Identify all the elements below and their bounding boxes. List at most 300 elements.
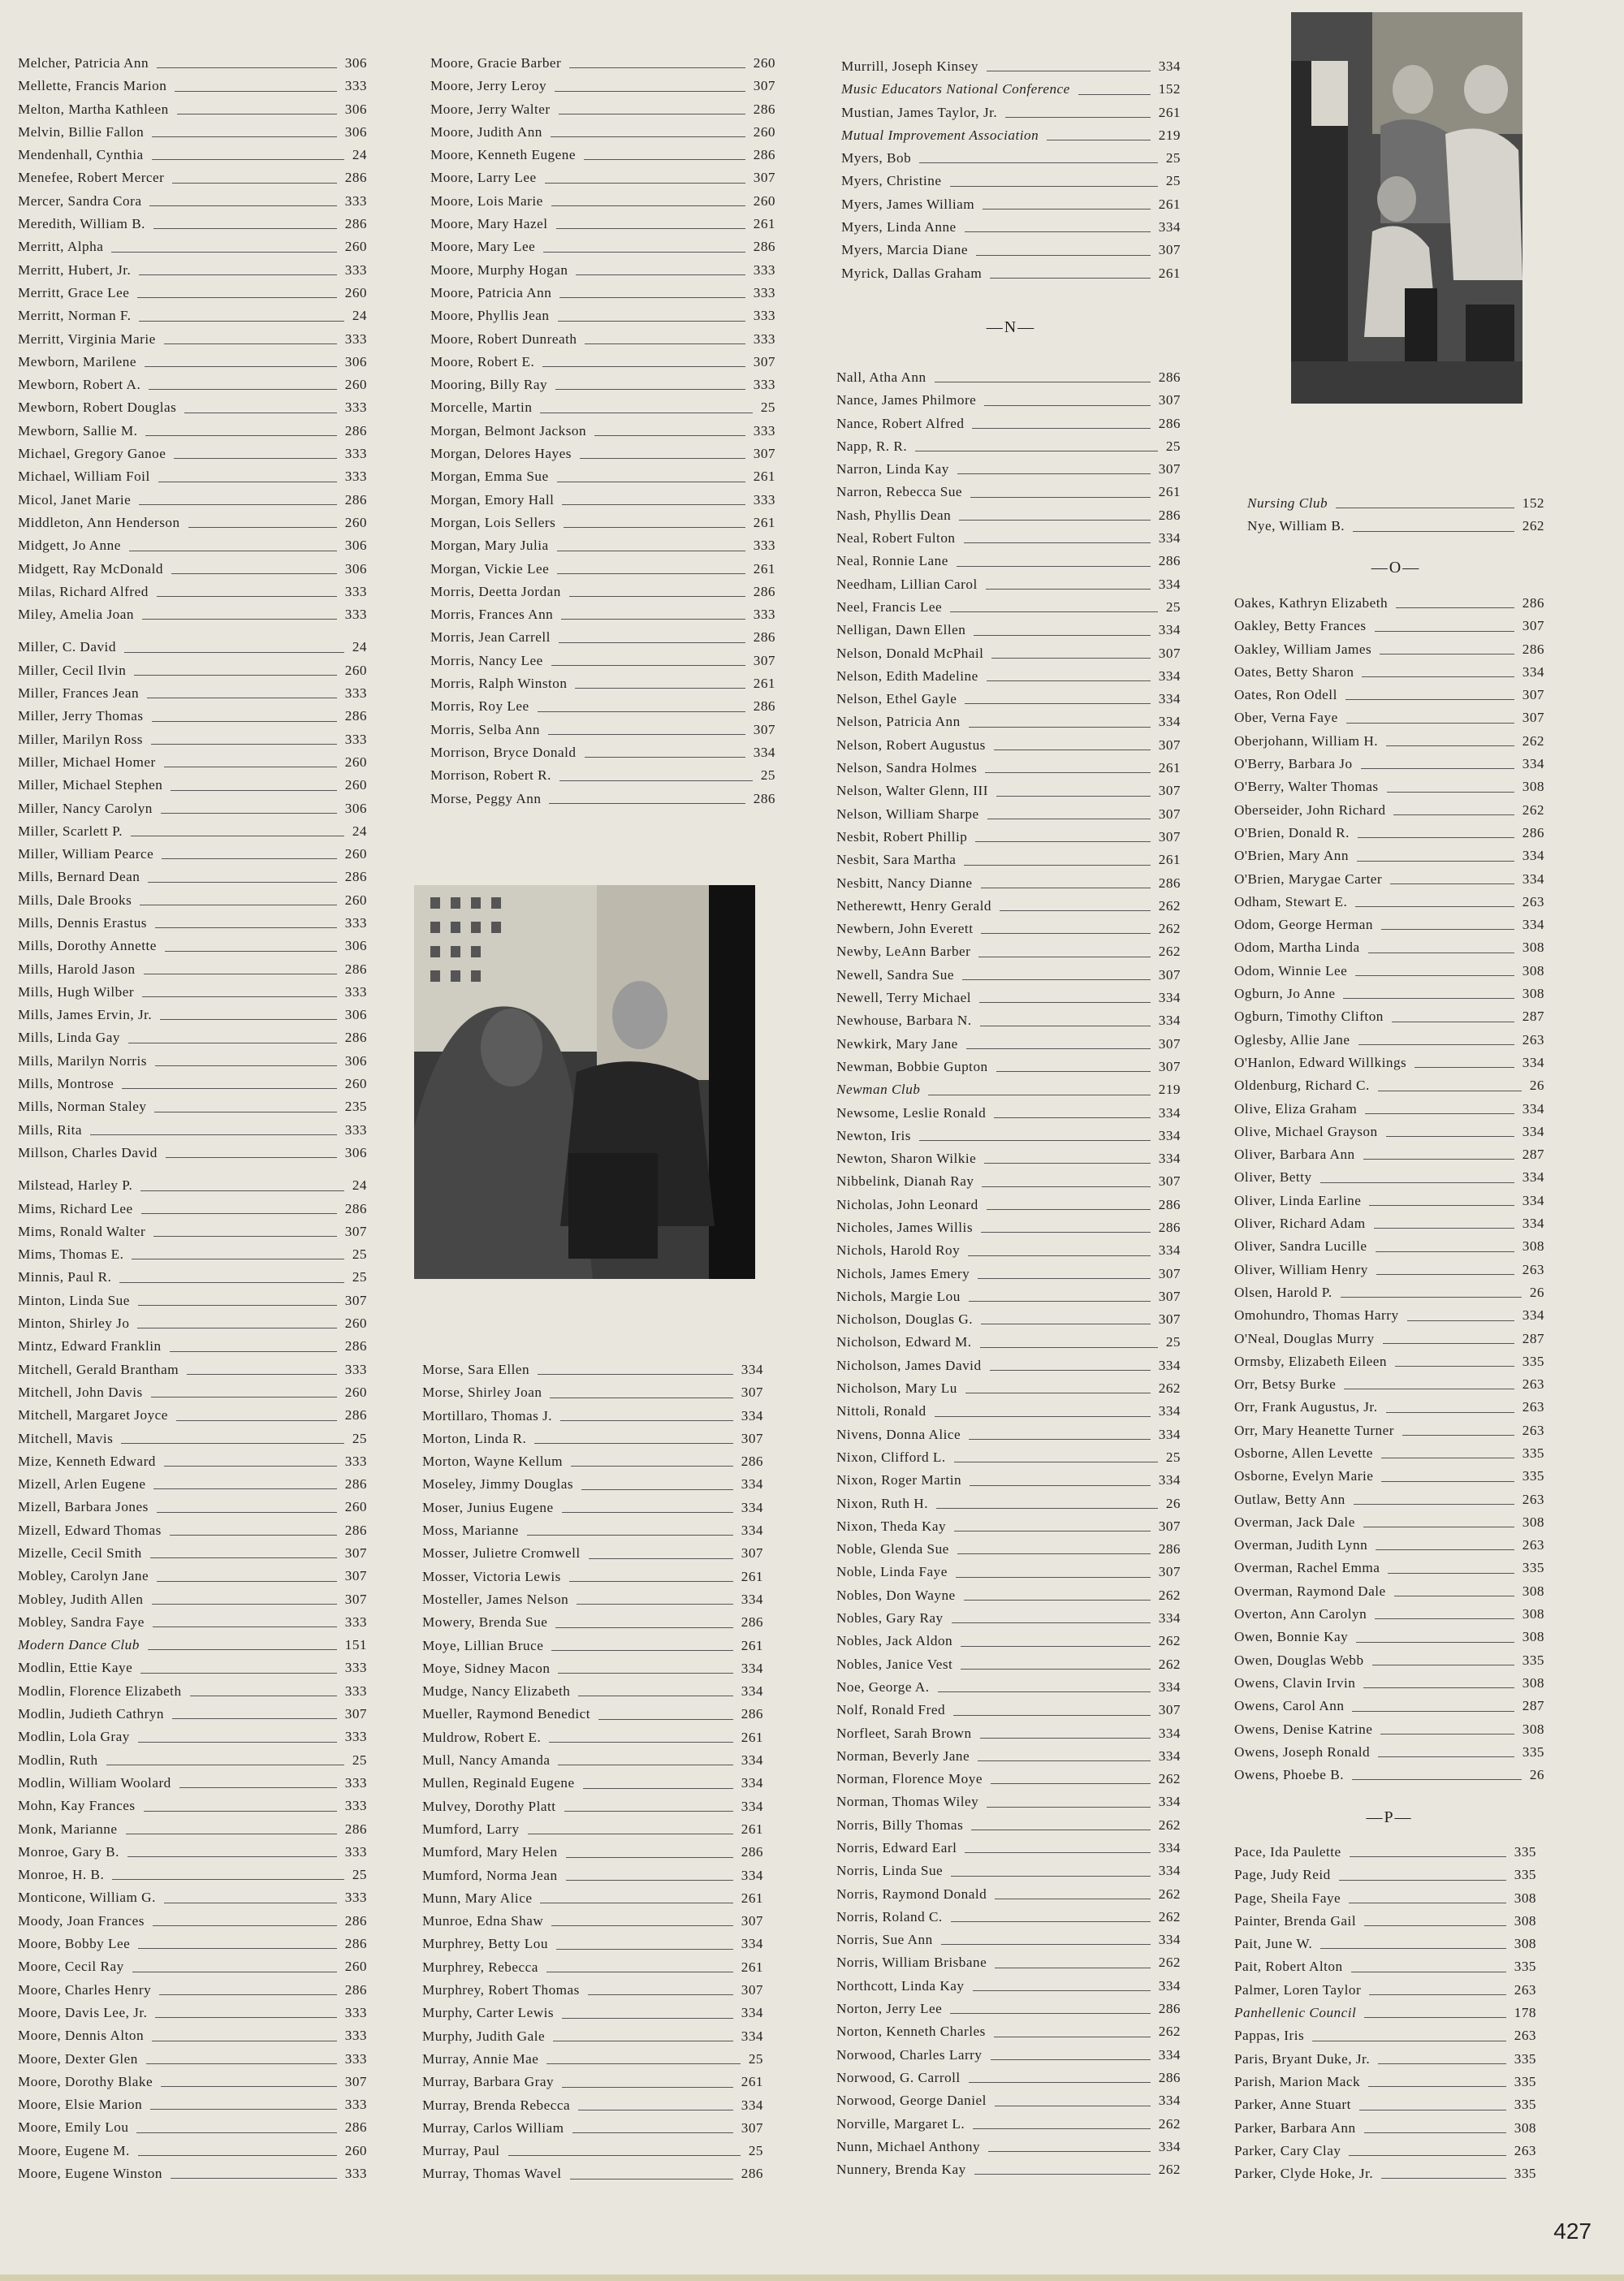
leader-line [564, 1811, 733, 1812]
entry-page: 286 [344, 1200, 367, 1216]
index-entry [430, 235, 775, 258]
entry-page: 334 [1158, 990, 1181, 1006]
index-entry [18, 1726, 367, 1748]
entry-name: Merritt, Alpha [18, 239, 104, 255]
entry-page: 333 [344, 731, 367, 747]
entry-page: 334 [1158, 622, 1181, 638]
index-entry [1234, 1718, 1544, 1741]
index-entry [836, 458, 1181, 481]
entry-page: 307 [1158, 1518, 1181, 1534]
index-entry [422, 1818, 763, 1841]
leader-line [151, 1397, 337, 1398]
entry-page: 307 [753, 721, 775, 737]
entry-name: Olive, Michael Grayson [1234, 1123, 1378, 1139]
entry-page: 25 [760, 767, 775, 784]
entry-name: Noble, Linda Faye [836, 1564, 948, 1580]
entry-name: Minton, Linda Sue [18, 1292, 130, 1308]
entry-page: 261 [753, 560, 775, 577]
entry-page: 286 [1158, 1196, 1181, 1212]
entry-page: 263 [1522, 1261, 1544, 1277]
leader-line [138, 1305, 337, 1306]
leader-line [542, 366, 745, 367]
entry-page: 25 [352, 1430, 367, 1446]
entry-name: Moore, Kenneth Eugene [430, 147, 576, 163]
entry-name: Painter, Brenda Gail [1234, 1912, 1357, 1929]
entry-name: Oates, Betty Sharon [1234, 663, 1354, 680]
entry-name: Minnis, Paul R. [18, 1269, 112, 1285]
entry-name: Norris, William Brisbane [836, 1955, 987, 1971]
entry-name: Newsome, Leslie Ronald [836, 1104, 987, 1121]
leader-line [976, 255, 1151, 256]
entry-page: 333 [344, 983, 367, 1000]
entry-page: 260 [753, 123, 775, 140]
entry-name: Mumford, Larry [422, 1821, 520, 1837]
entry-page: 262 [1522, 801, 1544, 818]
entry-name: Melvin, Billie Fallon [18, 123, 145, 140]
entry-page: 307 [1522, 710, 1544, 726]
entry-name: Myers, James William [841, 196, 975, 212]
entry-name: Page, Sheila Faye [1234, 1890, 1341, 1906]
leader-line [172, 183, 336, 184]
index-entry [430, 166, 775, 189]
index-entry [18, 1142, 367, 1164]
entry-name: Parish, Marion Mack [1234, 2073, 1361, 2089]
index-entry [18, 213, 367, 235]
entry-page: 307 [753, 78, 775, 94]
leader-line [1387, 792, 1514, 793]
index-entry [1234, 799, 1544, 822]
entry-name: Murray, Barbara Gray [422, 2074, 555, 2090]
entry-page: 260 [344, 239, 367, 255]
entry-page: 335 [1522, 1445, 1544, 1461]
entry-page: 260 [344, 777, 367, 793]
leader-line [538, 1374, 733, 1375]
entry-page: 307 [344, 1545, 367, 1561]
entry-name: Morgan, Emory Hall [430, 491, 555, 508]
entry-name: Melcher, Patricia Ann [18, 55, 149, 71]
leader-line [968, 1255, 1150, 1256]
index-entry [1234, 1603, 1544, 1626]
index-entry [836, 1033, 1181, 1056]
index-entry [836, 964, 1181, 987]
index-entry [430, 672, 775, 695]
index-entry [18, 396, 367, 419]
leader-line [561, 619, 745, 620]
index-entry [1234, 2093, 1536, 2116]
entry-name: Mullen, Reginald Eugene [422, 1775, 575, 1791]
leader-line [559, 642, 745, 643]
entry-page: 335 [1522, 1743, 1544, 1760]
entry-page: 261 [753, 216, 775, 232]
entry-page: 335 [1514, 1959, 1536, 1975]
index-entry [1247, 492, 1544, 515]
leader-line [956, 1577, 1151, 1578]
index-entry [422, 1566, 763, 1588]
col1-block-3 [18, 1174, 367, 2185]
entry-page: 335 [1522, 1468, 1544, 1484]
entry-page: 334 [741, 1660, 763, 1676]
index-entry [422, 2071, 763, 2093]
entry-page: 262 [1158, 2162, 1181, 2178]
entry-page: 307 [741, 1982, 763, 1998]
leader-line [1376, 1274, 1514, 1275]
index-entry [1234, 1143, 1544, 1166]
entry-page: 334 [741, 1798, 763, 1814]
leader-line [152, 1604, 337, 1605]
leader-line [1365, 1113, 1514, 1114]
entry-name: Mobley, Sandra Faye [18, 1614, 145, 1630]
entry-page: 286 [1158, 2069, 1181, 2085]
leader-line [964, 542, 1151, 543]
entry-page: 260 [344, 846, 367, 862]
index-entry [836, 987, 1181, 1009]
entry-page: 334 [1158, 1426, 1181, 1442]
index-entry [1234, 1350, 1544, 1373]
entry-page: 333 [344, 78, 367, 94]
entry-page: 261 [1158, 760, 1181, 776]
leader-line [969, 1301, 1151, 1302]
index-entry [836, 803, 1181, 826]
entry-name: Murphrey, Betty Lou [422, 1936, 548, 1952]
leader-line [974, 635, 1150, 636]
leader-line [941, 1944, 1151, 1945]
entry-name: Morton, Wayne Kellum [422, 1454, 563, 1470]
index-entry [836, 780, 1181, 802]
leader-line [555, 91, 745, 92]
entry-page: 308 [1522, 940, 1544, 956]
entry-page: 25 [1165, 438, 1181, 454]
leader-line [970, 1485, 1151, 1486]
leader-line [983, 209, 1151, 210]
index-entry [836, 1699, 1181, 1722]
entry-name: Morse, Shirley Joan [422, 1385, 542, 1401]
leader-line [1361, 768, 1514, 769]
index-entry [1234, 1887, 1536, 1910]
leader-line [973, 2128, 1151, 2129]
leader-line [1341, 1297, 1522, 1298]
entry-name: Neal, Ronnie Lane [836, 553, 948, 569]
entry-name: Nursing Club [1247, 495, 1328, 511]
leader-line [962, 979, 1151, 980]
leader-line [188, 527, 337, 528]
index-entry [1234, 1328, 1544, 1350]
index-entry [18, 2093, 367, 2116]
entry-name: Ober, Verna Faye [1234, 710, 1338, 726]
entry-name: Northcott, Linda Kay [836, 1977, 965, 1994]
entry-name: Nelson, Edith Madeline [836, 667, 978, 684]
entry-name: Mobley, Judith Allen [18, 1591, 144, 1607]
leader-line [589, 1558, 733, 1559]
entry-name: Murphy, Carter Lewis [422, 2005, 555, 2021]
entry-page: 307 [344, 1706, 367, 1722]
entry-page: 286 [1158, 875, 1181, 891]
entry-name: Mizell, Barbara Jones [18, 1499, 149, 1515]
entry-page: 286 [753, 790, 775, 806]
entry-name: Moore, Gracie Barber [430, 55, 562, 71]
entry-page: 306 [344, 353, 367, 369]
index-entry [841, 78, 1181, 101]
entry-name: Mewborn, Sallie M. [18, 422, 138, 438]
leader-line [996, 1071, 1151, 1072]
entry-page: 286 [344, 1936, 367, 1952]
index-entry [430, 741, 775, 764]
entry-name: Moore, Phyllis Jean [430, 308, 550, 324]
entry-name: Oldenburg, Richard C. [1234, 1078, 1370, 1094]
entry-name: Mitchell, Gerald Brantham [18, 1361, 179, 1377]
entry-page: 25 [1165, 173, 1181, 189]
leader-line [974, 2174, 1151, 2175]
entry-name: Orr, Betsy Burke [1234, 1376, 1337, 1393]
index-entry [841, 216, 1181, 239]
leader-line [965, 1852, 1150, 1853]
index-entry [836, 1194, 1181, 1216]
index-entry [18, 489, 367, 512]
entry-name: Oliver, Linda Earline [1234, 1192, 1362, 1208]
index-entry [18, 121, 367, 144]
index-entry [18, 1910, 367, 1933]
entry-name: Nance, James Philmore [836, 392, 977, 408]
entry-page: 260 [344, 662, 367, 678]
entry-name: Norman, Florence Moye [836, 1771, 983, 1787]
entry-name: Mills, Montrose [18, 1076, 114, 1092]
entry-name: Noe, George A. [836, 1678, 930, 1695]
index-entry [18, 1519, 367, 1542]
index-entry [430, 374, 775, 396]
index-entry [841, 193, 1181, 216]
entry-page: 25 [352, 1867, 367, 1883]
entry-name: Odom, Martha Linda [1234, 940, 1360, 956]
leader-line [991, 658, 1150, 659]
entry-page: 333 [344, 261, 367, 278]
entry-page: 24 [352, 147, 367, 163]
entry-page: 334 [1158, 1747, 1181, 1764]
index-entry [1234, 1442, 1544, 1465]
leader-line [152, 159, 344, 160]
index-entry [18, 2002, 367, 2024]
entry-page: 307 [753, 652, 775, 668]
index-entry [18, 1174, 367, 1197]
entry-page: 333 [344, 469, 367, 485]
index-entry [430, 581, 775, 603]
entry-name: Oakley, Betty Frances [1234, 618, 1367, 634]
index-entry [18, 1795, 367, 1817]
entry-page: 308 [1522, 1629, 1544, 1645]
index-entry [1234, 1419, 1544, 1442]
entry-name: Newell, Terry Michael [836, 990, 971, 1006]
index-entry [422, 1910, 763, 1933]
index-entry [18, 1955, 367, 1978]
entry-page: 334 [741, 1523, 763, 1539]
entry-page: 25 [1165, 150, 1181, 166]
entry-name: Moore, Eugene M. [18, 2142, 130, 2158]
entry-page: 286 [741, 1844, 763, 1860]
index-entry [1234, 2071, 1536, 2093]
leader-line [545, 183, 745, 184]
index-entry [18, 843, 367, 866]
entry-page: 308 [1514, 1912, 1536, 1929]
entry-name: Norman, Beverly Jane [836, 1747, 970, 1764]
index-entry [1234, 1052, 1544, 1074]
entry-name: Moore, Lois Marie [430, 192, 543, 209]
entry-page: 260 [344, 2142, 367, 2158]
entry-page: 219 [1158, 1082, 1181, 1098]
index-entry [836, 1722, 1181, 1745]
entry-name: Outlaw, Betty Ann [1234, 1491, 1345, 1507]
entry-page: 308 [1522, 1238, 1544, 1255]
index-entry [836, 895, 1181, 918]
index-entry [18, 351, 367, 374]
entry-page: 334 [1158, 530, 1181, 546]
index-entry [18, 603, 367, 626]
index-entry [430, 489, 775, 512]
leader-line [558, 321, 745, 322]
index-entry [836, 1814, 1181, 1837]
entry-page: 260 [344, 1959, 367, 1975]
index-entry [422, 1887, 763, 1910]
entry-name: Mudge, Nancy Elizabeth [422, 1683, 571, 1700]
entry-name: Mewborn, Robert A. [18, 377, 141, 393]
index-entry [1234, 1304, 1544, 1327]
leader-line [953, 1715, 1151, 1716]
index-entry [18, 728, 367, 751]
index-entry [18, 958, 367, 981]
entry-name: Moye, Lillian Bruce [422, 1637, 544, 1653]
index-entry [18, 705, 367, 728]
entry-name: Nelson, Donald McPhail [836, 645, 984, 661]
index-column-4-middle [1234, 592, 1544, 1786]
leader-line [160, 1019, 336, 1020]
entry-name: Nall, Atha Ann [836, 369, 926, 385]
index-entry [430, 695, 775, 718]
leader-line [549, 1742, 732, 1743]
leader-line [151, 744, 337, 745]
leader-line [1396, 607, 1514, 608]
index-entry [422, 2048, 763, 2071]
leader-line [583, 1788, 733, 1789]
entry-name: Pappas, Iris [1234, 2028, 1305, 2044]
entry-page: 308 [1522, 986, 1544, 1002]
leader-line [1356, 1642, 1514, 1643]
leader-line [1368, 2086, 1506, 2087]
index-entry [836, 665, 1181, 688]
entry-name: Mowery, Brenda Sue [422, 1614, 548, 1631]
index-entry [430, 764, 775, 787]
index-entry [430, 512, 775, 534]
entry-name: Mills, Hugh Wilber [18, 983, 135, 1000]
entry-page: 286 [344, 2119, 367, 2136]
entry-name: Monticone, William G. [18, 1890, 156, 1906]
leader-line [981, 1232, 1151, 1233]
entry-page: 286 [344, 1030, 367, 1046]
entry-page: 308 [1522, 1583, 1544, 1599]
entry-name: Myers, Linda Anne [841, 219, 957, 235]
entry-name: Minton, Shirley Jo [18, 1315, 130, 1332]
entry-name: Moore, Dexter Glen [18, 2050, 138, 2067]
entry-name: Norwood, George Daniel [836, 2093, 987, 2109]
index-entry [836, 504, 1181, 527]
index-entry [836, 1446, 1181, 1469]
index-entry [841, 147, 1181, 170]
entry-page: 333 [344, 1890, 367, 1906]
entry-page: 286 [753, 101, 775, 117]
entry-page: 333 [753, 422, 775, 438]
entry-page: 333 [344, 330, 367, 347]
index-entry [422, 1657, 763, 1680]
leader-line [979, 1002, 1151, 1003]
entry-page: 308 [1522, 1606, 1544, 1622]
entry-name: Nelson, Sandra Holmes [836, 760, 978, 776]
entry-name: Morris, Selba Ann [430, 721, 541, 737]
leader-line [588, 1994, 733, 1995]
entry-page: 261 [741, 1959, 763, 1975]
entry-name: Odom, Winnie Lee [1234, 962, 1348, 978]
index-entry [18, 1359, 367, 1381]
index-entry [836, 1102, 1181, 1125]
entry-page: 308 [1514, 1890, 1536, 1906]
entry-name: Nelson, William Sharpe [836, 806, 979, 822]
entry-name: O'Brien, Donald R. [1234, 824, 1350, 840]
leader-line [966, 1048, 1151, 1049]
entry-page: 262 [1158, 1380, 1181, 1397]
entry-name: Muldrow, Robert E. [422, 1729, 542, 1745]
index-entry [18, 1657, 367, 1679]
leader-line [978, 1278, 1151, 1279]
leader-line [155, 2017, 336, 2018]
entry-name: Nelligan, Dawn Ellen [836, 622, 966, 638]
entry-page: 335 [1522, 1652, 1544, 1668]
entry-name: Morcelle, Martin [430, 400, 533, 416]
entry-name: Panhellenic Council [1234, 2005, 1357, 2021]
leader-line [1364, 2017, 1505, 2018]
leader-line [90, 1134, 337, 1135]
entry-name: Palmer, Loren Taylor [1234, 1981, 1362, 1998]
entry-page: 286 [344, 170, 367, 186]
entry-page: 333 [344, 1614, 367, 1630]
entry-name: Moss, Marianne [422, 1523, 519, 1539]
entry-name: Mizelle, Cecil Smith [18, 1545, 142, 1561]
entry-name: Noble, Glenda Sue [836, 1541, 949, 1557]
index-entry [422, 2162, 763, 2185]
index-entry [841, 262, 1181, 285]
index-entry [836, 1768, 1181, 1791]
entry-name: Nicholes, James Willis [836, 1219, 974, 1235]
photo-uniform-student [414, 885, 755, 1279]
entry-name: Morse, Sara Ellen [422, 1362, 530, 1377]
entry-page: 261 [1158, 104, 1181, 120]
leader-line [572, 2132, 733, 2133]
entry-page: 262 [1158, 1587, 1181, 1603]
entry-page: 333 [344, 2097, 367, 2113]
index-entry [836, 872, 1181, 895]
leader-line [175, 91, 336, 92]
index-entry [430, 626, 775, 649]
leader-line [1388, 1573, 1514, 1574]
entry-name: Nittoli, Ronald [836, 1403, 926, 1419]
index-entry [18, 1198, 367, 1220]
entry-name: Morris, Roy Lee [430, 698, 529, 715]
index-entry [422, 1381, 763, 1404]
index-entry [836, 1837, 1181, 1860]
index-entry [836, 1561, 1181, 1583]
entry-page: 286 [344, 869, 367, 885]
entry-name: Oberjohann, William H. [1234, 732, 1379, 749]
entry-name: Murphrey, Rebecca [422, 1959, 538, 1975]
photo-uniform-student-image [414, 885, 755, 1279]
entry-page: 334 [1158, 1127, 1181, 1143]
index-entry [841, 124, 1181, 147]
leader-line [149, 205, 336, 206]
entry-name: Norris, Edward Earl [836, 1840, 957, 1855]
